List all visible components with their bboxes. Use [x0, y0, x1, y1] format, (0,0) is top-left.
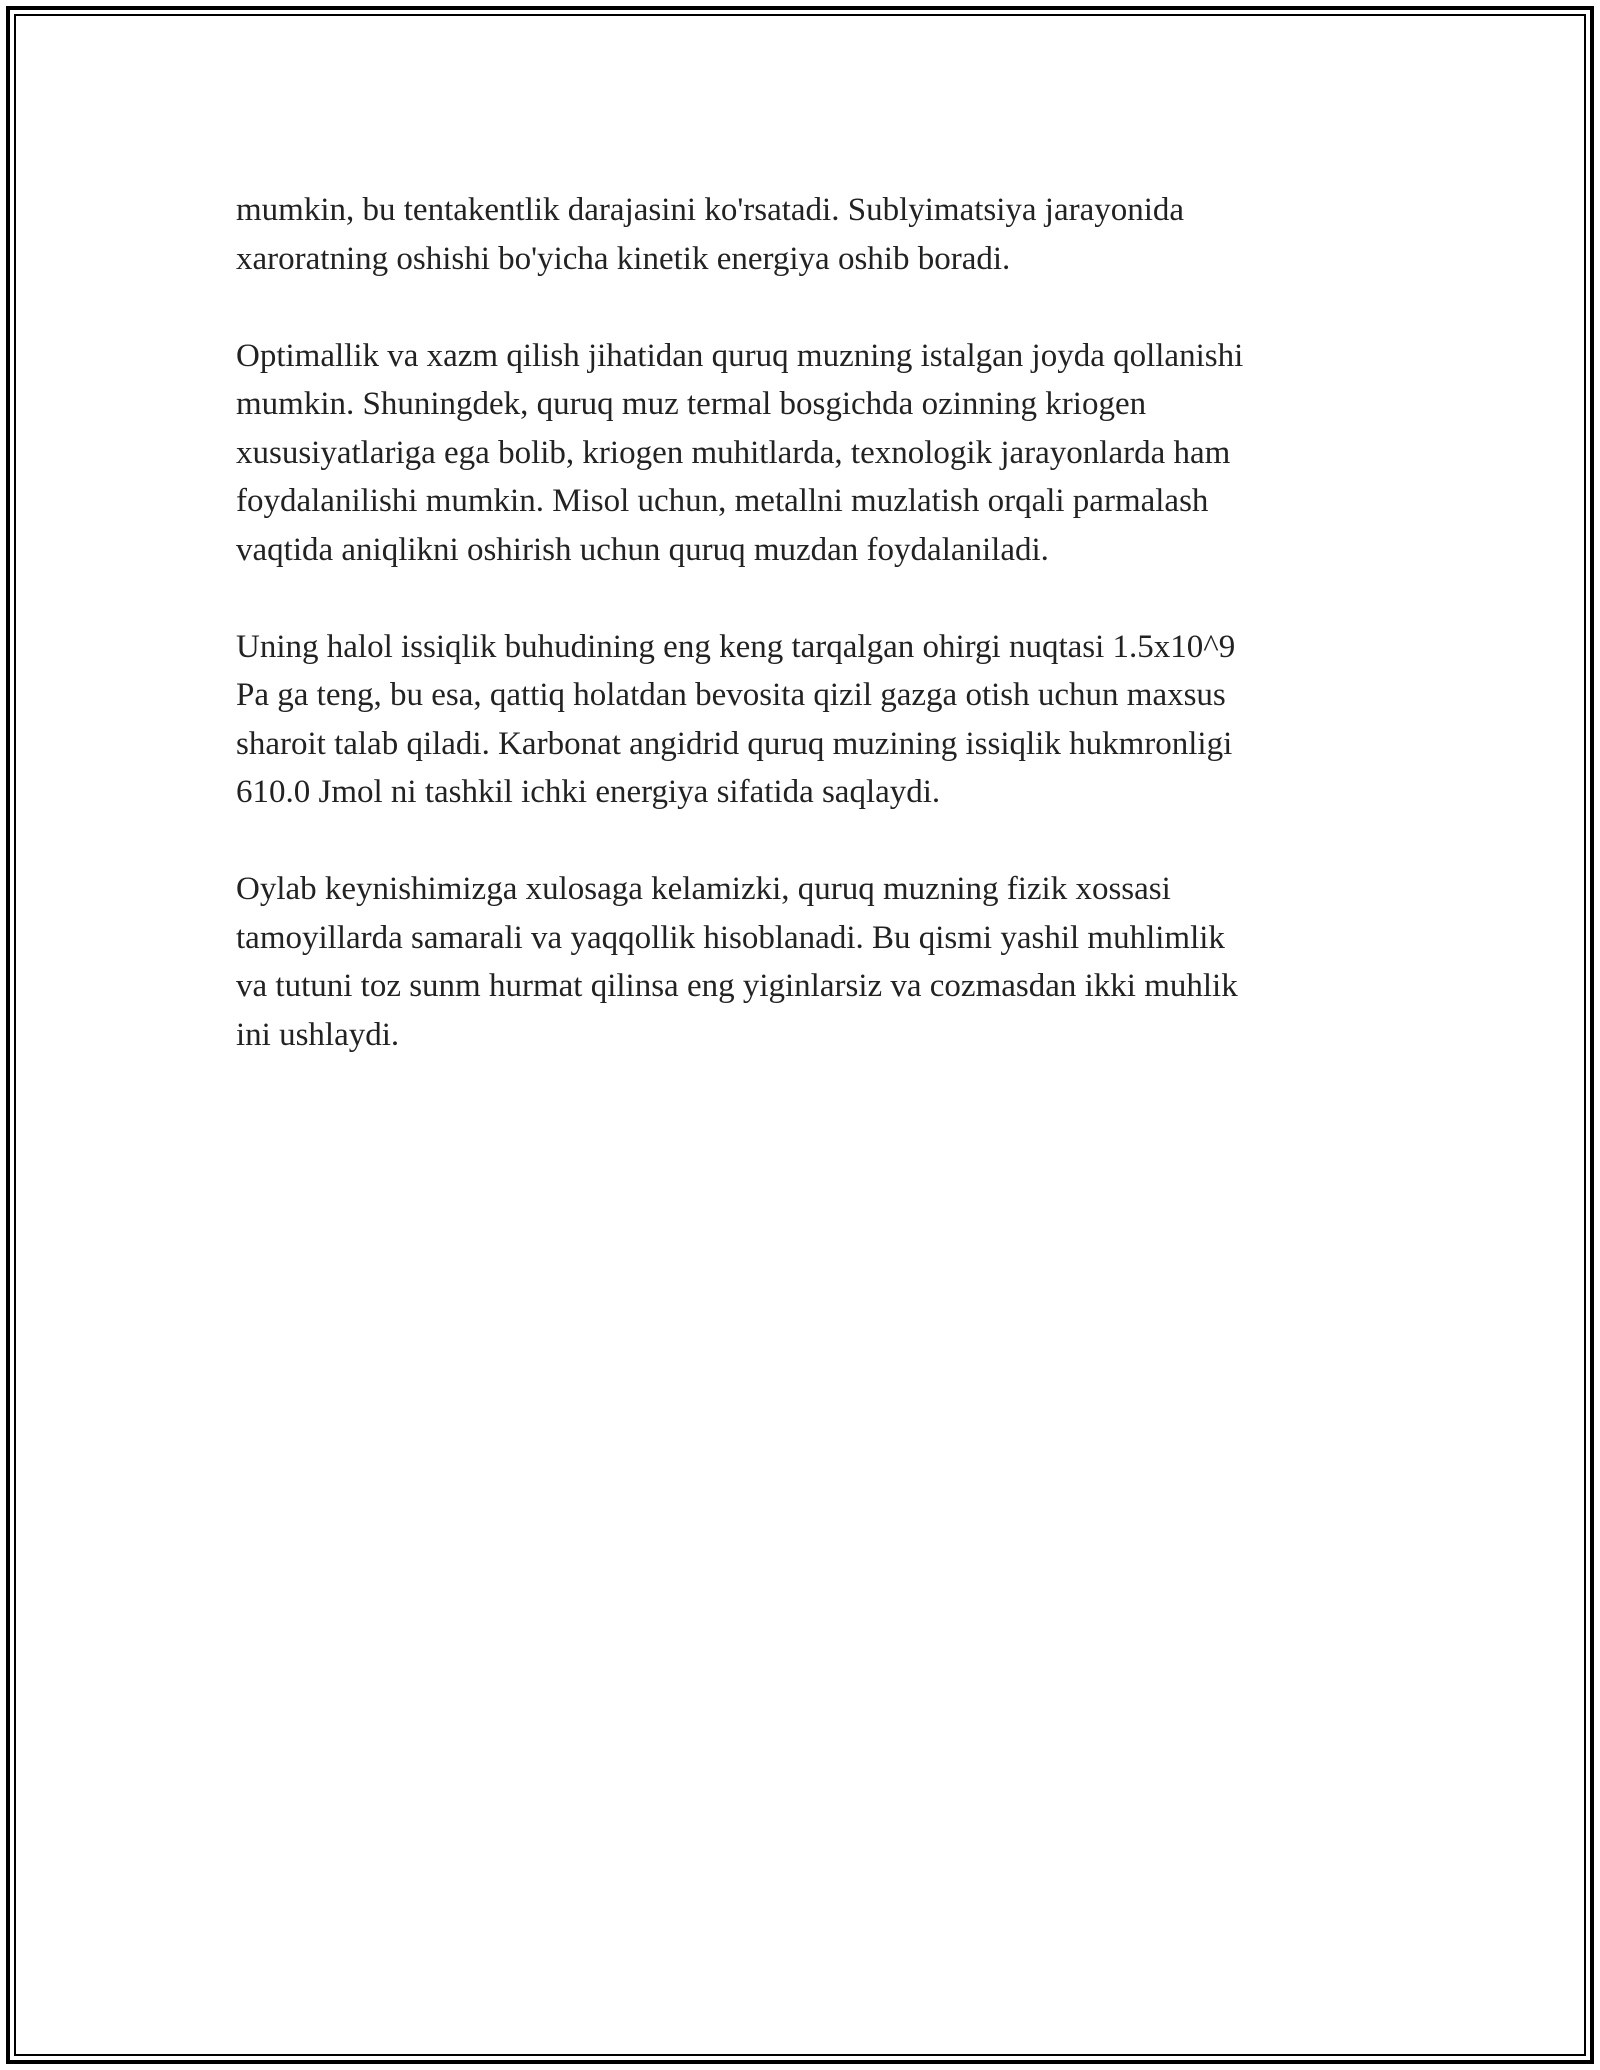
paragraph-4: Oylab keynishimizga xulosaga kelamizki, quruq muzning fizik xossasi tamoyillarda samarali va yaqqollik hisoblanadi. Bu qismi yashil muhlimlik va tutuni toz sunm hurmat qilinsa eng yiginlarsiz va cozmasdan ikki muhlik ini ushlaydi. — [236, 871, 1238, 1053]
paragraph-3: Uning halol issiqlik buhudining eng keng tarqalgan ohirgi nuqtasi 1.5x10^9 Pa ga teng, bu esa, qattiq holatdan bevosita qizil gazga otish uchun maxsus sharoit talab qiladi. Karbonat angidrid quruq muzining issiqlik hukmronligi 610.0 Jmol ni tashkil ichki energiya sifatida saqlaydi. — [236, 628, 1236, 810]
document-body — [236, 186, 1376, 1108]
paragraph-2: Optimallik va xazm qilish jihatidan quruq muzning istalgan joyda qollanishi mumkin. Shuningdek, quruq muz termal bosgichda ozinning kriogen xususiyatlariga ega bolib, kriogen muhitlarda, texnologik jarayonlarda ham foydalanilishi mumkin. Misol uchun, metallni muzlatish orqali parmalash vaqtida aniqlikni oshirish uchun quruq muzdan foydalaniladi. — [236, 337, 1244, 568]
paragraph-1: mumkin, bu tentakentlik darajasini ko'rsatadi. Sublyimatsiya jarayonida xaroratning oshishi bo'yicha kinetik energiya oshib boradi. — [236, 192, 1185, 277]
